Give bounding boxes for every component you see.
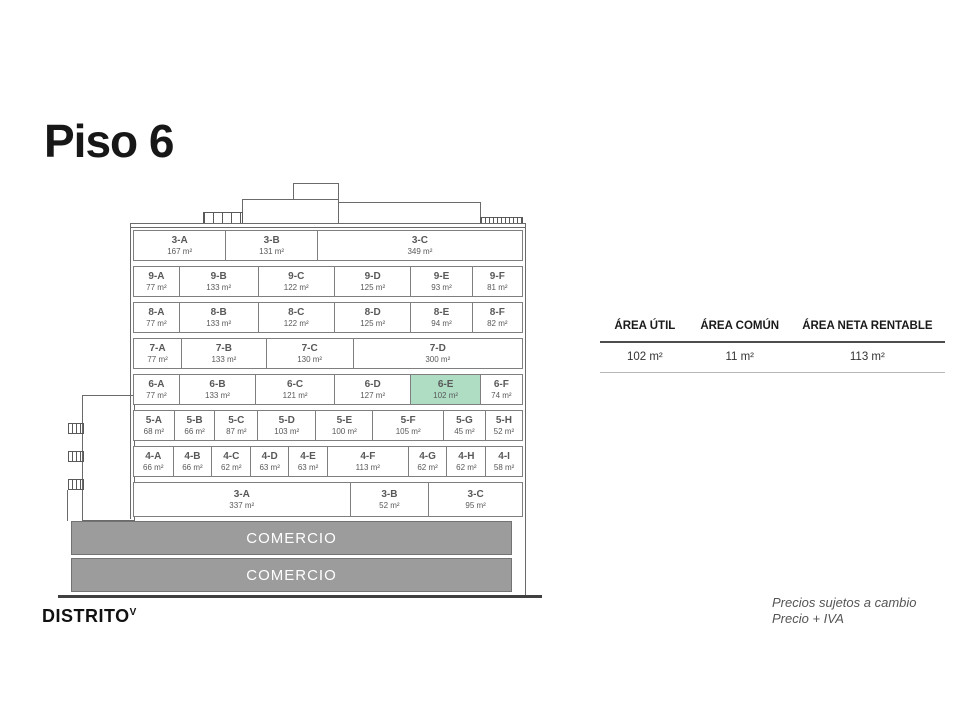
price-disclaimer (772, 595, 917, 628)
unit-label: 7-B (215, 343, 232, 355)
unit-label: 5-G (456, 415, 473, 427)
brand-logo (42, 606, 137, 627)
unit-5-G[interactable] (444, 411, 486, 440)
annex-step-line (67, 490, 81, 521)
unit-area: 77 m² (146, 390, 167, 400)
unit-area: 63 m² (259, 462, 280, 472)
roof-structure-mid (242, 199, 339, 224)
unit-area: 103 m² (274, 426, 300, 436)
unit-area: 77 m² (146, 318, 167, 328)
unit-label: 4-A (145, 451, 162, 463)
unit-label: 4-F (360, 451, 376, 463)
unit-label: 9-E (433, 271, 450, 283)
unit-area: 94 m² (431, 318, 452, 328)
unit-9-A[interactable] (134, 267, 180, 296)
unit-area: 62 m² (456, 462, 477, 472)
unit-label: 7-D (429, 343, 446, 355)
building-right-wall (525, 517, 526, 595)
area-table-header-row (600, 314, 945, 343)
brand-logo-mark: V (129, 607, 137, 618)
unit-label: 4-E (300, 451, 316, 463)
unit-label: 5-C (228, 415, 245, 427)
unit-area: 95 m² (465, 500, 486, 510)
table-header-area-neta-rentable: ÁREA NETA RENTABLE (802, 320, 933, 332)
unit-area: 93 m² (431, 282, 452, 292)
annex-structure (82, 395, 135, 521)
price-disclaimer-line1: Precios sujetos a cambio (772, 595, 917, 610)
unit-8-C[interactable] (259, 303, 335, 332)
unit-area: 133 m² (205, 390, 230, 400)
unit-4-I[interactable] (486, 447, 522, 476)
unit-label: 9-C (288, 271, 305, 283)
unit-label: 6-B (209, 379, 226, 391)
unit-3-B[interactable] (226, 231, 318, 260)
unit-area: 102 m² (433, 390, 459, 400)
unit-area: 300 m² (425, 354, 451, 364)
unit-label: 6-F (493, 379, 509, 391)
ground-line (58, 595, 542, 598)
unit-area: 337 m² (229, 500, 255, 510)
unit-area: 66 m² (143, 462, 164, 472)
unit-label: 6-D (364, 379, 381, 391)
unit-area: 113 m² (355, 462, 380, 472)
unit-label: 8-A (148, 307, 165, 319)
unit-label: 4-G (419, 451, 436, 463)
price-disclaimer-line2: Precio + IVA (772, 611, 844, 627)
unit-area: 130 m² (297, 354, 323, 364)
table-header-area-util: ÁREA ÚTIL (614, 320, 676, 332)
unit-label: 5-H (495, 415, 512, 427)
floor-row-6 (133, 374, 523, 405)
unit-6-C[interactable] (256, 375, 335, 404)
unit-area: 127 m² (360, 390, 386, 400)
unit-area: 87 m² (226, 426, 247, 436)
unit-area: 121 m² (282, 390, 308, 400)
annex-window-icon (68, 423, 84, 434)
table-value-area-comun: 11 m² (725, 351, 754, 363)
table-value-area-neta-rentable: 113 m² (849, 351, 885, 363)
unit-area: 133 m² (206, 318, 232, 328)
unit-4-A[interactable] (134, 447, 174, 476)
roof-structure-right (338, 202, 481, 224)
unit-label: 4-B (184, 451, 201, 463)
unit-label: 3-C (467, 489, 484, 501)
unit-area: 125 m² (360, 282, 386, 292)
unit-area: 66 m² (182, 462, 203, 472)
floor-row-4 (133, 446, 523, 477)
unit-7-C[interactable] (267, 339, 354, 368)
unit-label: 8-D (364, 307, 381, 319)
unit-label: 5-A (145, 415, 162, 427)
table-value-area-util: 102 m² (626, 351, 663, 363)
unit-5-F[interactable] (373, 411, 444, 440)
unit-9-C[interactable] (259, 267, 335, 296)
unit-label: 5-E (336, 415, 353, 427)
unit-8-D[interactable] (335, 303, 411, 332)
unit-label: 9-A (148, 271, 165, 283)
unit-area: 66 m² (184, 426, 205, 436)
unit-9-D[interactable] (335, 267, 411, 296)
unit-area: 100 m² (331, 426, 357, 436)
unit-label: 8-B (210, 307, 227, 319)
building-elevation (133, 183, 523, 603)
unit-label: 3-C (411, 235, 428, 247)
unit-label: 4-I (498, 451, 510, 463)
unit-4-H[interactable] (447, 447, 486, 476)
floor-row-3 (133, 482, 523, 517)
unit-area: 62 m² (417, 462, 438, 472)
unit-area: 125 m² (360, 318, 386, 328)
unit-label: 4-D (261, 451, 278, 463)
unit-5-D[interactable] (258, 411, 316, 440)
unit-label: 5-B (186, 415, 203, 427)
unit-8-B[interactable] (180, 303, 259, 332)
unit-5-C[interactable] (215, 411, 258, 440)
table-header-area-comun: ÁREA COMÚN (700, 320, 780, 332)
unit-3-C[interactable] (429, 483, 522, 516)
floor-row-5 (133, 410, 523, 441)
unit-4-E[interactable] (289, 447, 328, 476)
unit-area: 63 m² (297, 462, 319, 472)
unit-area: 58 m² (493, 462, 515, 472)
unit-7-B[interactable] (182, 339, 267, 368)
unit-5-A[interactable] (134, 411, 175, 440)
floor-row-7 (133, 338, 523, 369)
unit-label: 3-A (171, 235, 188, 247)
unit-label: 6-E (437, 379, 454, 391)
brand-logo-text: DISTRITO (42, 606, 130, 626)
unit-label: 9-D (364, 271, 381, 283)
unit-9-E[interactable] (411, 267, 472, 296)
unit-label: 6-C (287, 379, 304, 391)
unit-4-D[interactable] (251, 447, 289, 476)
unit-8-A[interactable] (134, 303, 180, 332)
unit-8-E[interactable] (411, 303, 472, 332)
unit-4-C[interactable] (212, 447, 251, 476)
area-summary-table (600, 314, 945, 373)
annex-window-icon (68, 479, 84, 490)
unit-6-D[interactable] (335, 375, 411, 404)
unit-9-F[interactable] (473, 267, 522, 296)
unit-3-B[interactable] (351, 483, 430, 516)
unit-area: 62 m² (221, 462, 242, 472)
unit-area: 349 m² (407, 246, 433, 256)
unit-5-H[interactable] (486, 411, 522, 440)
unit-area: 77 m² (146, 282, 167, 292)
commerce-floor-1: COMERCIO (71, 521, 512, 555)
unit-area: 131 m² (259, 246, 285, 256)
unit-5-E[interactable] (316, 411, 373, 440)
unit-label: 9-B (210, 271, 227, 283)
unit-area: 68 m² (143, 426, 165, 436)
unit-area: 133 m² (211, 354, 237, 364)
floor-row-9 (133, 266, 523, 297)
unit-3-C[interactable] (318, 231, 522, 260)
commerce-block (71, 521, 512, 595)
unit-6-F[interactable] (481, 375, 522, 404)
unit-label: 3-B (263, 235, 280, 247)
unit-area: 52 m² (493, 426, 515, 436)
unit-label: 9-F (489, 271, 505, 283)
area-table-value-row (600, 343, 945, 373)
unit-label: 4-H (458, 451, 475, 463)
unit-6-B[interactable] (180, 375, 256, 404)
unit-label: 8-E (433, 307, 450, 319)
page-title: Piso 6 (44, 115, 174, 167)
unit-area: 122 m² (283, 282, 309, 292)
unit-label: 8-C (288, 307, 305, 319)
unit-label: 4-C (223, 451, 240, 463)
unit-7-D[interactable] (354, 339, 522, 368)
unit-3-A[interactable] (134, 483, 351, 516)
unit-area: 82 m² (487, 318, 508, 328)
unit-label: 3-A (233, 489, 250, 501)
unit-label: 7-C (301, 343, 318, 355)
floor-row-top (133, 230, 523, 261)
unit-7-A[interactable] (134, 339, 182, 368)
unit-area: 81 m² (487, 282, 508, 292)
unit-area: 122 m² (283, 318, 309, 328)
floor-row-8 (133, 302, 523, 333)
unit-area: 52 m² (379, 500, 400, 510)
unit-4-G[interactable] (409, 447, 448, 476)
unit-area: 133 m² (206, 282, 232, 292)
unit-3-A[interactable] (134, 231, 226, 260)
unit-8-F[interactable] (473, 303, 522, 332)
unit-6-E[interactable] (411, 375, 480, 404)
unit-6-A[interactable] (134, 375, 180, 404)
unit-area: 74 m² (491, 390, 512, 400)
unit-5-B[interactable] (175, 411, 216, 440)
unit-label: 6-A (148, 379, 165, 391)
unit-label: 5-D (278, 415, 295, 427)
commerce-floor-2: COMERCIO (71, 558, 512, 592)
unit-area: 105 m² (395, 426, 421, 436)
building-floors (130, 228, 526, 519)
unit-label: 3-B (381, 489, 398, 501)
unit-label: 5-F (400, 415, 416, 427)
unit-area: 167 m² (167, 246, 193, 256)
unit-area: 77 m² (147, 354, 168, 364)
unit-area: 45 m² (454, 426, 475, 436)
unit-9-B[interactable] (180, 267, 259, 296)
annex-window-icon (68, 451, 84, 462)
unit-label: 8-F (489, 307, 505, 319)
roof-structure-small (293, 183, 339, 200)
unit-4-F[interactable] (328, 447, 409, 476)
unit-4-B[interactable] (174, 447, 213, 476)
unit-label: 7-A (149, 343, 166, 355)
